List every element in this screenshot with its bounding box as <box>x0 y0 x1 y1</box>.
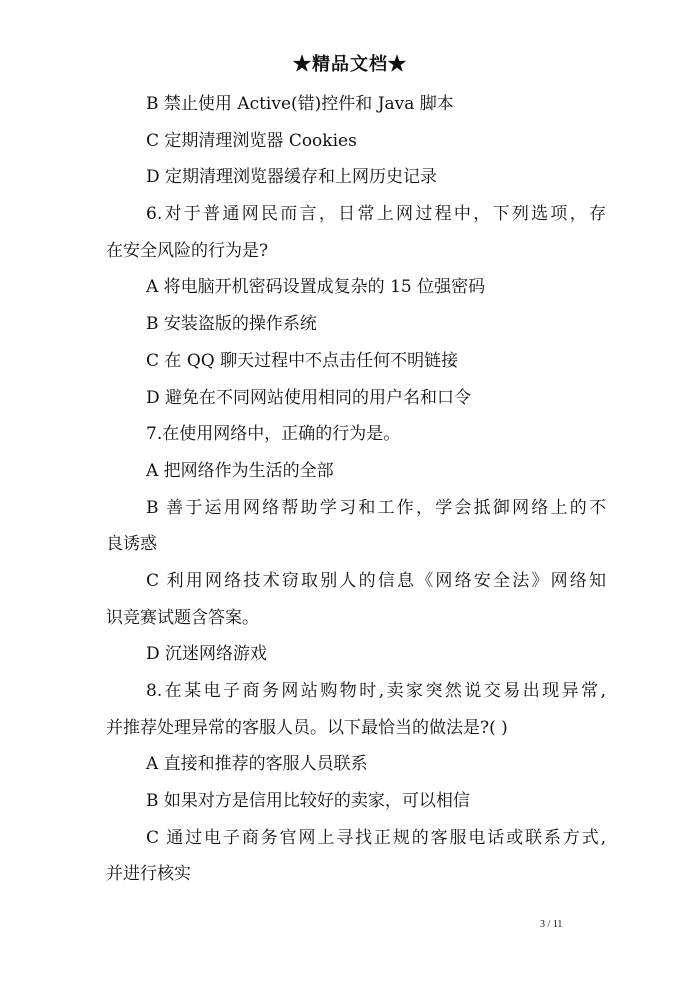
text-line: 良诱惑 <box>106 534 157 555</box>
text-line: A 将电脑开机密码设置成复杂的 15 位强密码 <box>146 277 486 298</box>
text-line: 在安全风险的行为是? <box>106 240 269 261</box>
text-line: A 直接和推荐的客服人员联系 <box>146 754 368 775</box>
text-line: C 在 QQ 聊天过程中不点击任何不明链接 <box>146 350 459 371</box>
text-line: C 利用网络技术窃取别人的信息《网络安全法》网络知 <box>146 570 606 591</box>
page-number: 3 / 11 <box>540 919 563 930</box>
document-body <box>106 86 606 893</box>
text-line: C 定期清理浏览器 Cookies <box>146 130 357 151</box>
text-line: 识竞赛试题含答案。 <box>106 607 259 628</box>
text-line: 7.在使用网络中，正确的行为是。 <box>146 424 401 445</box>
text-line: B 禁止使用 Active(错)控件和 Java 脚本 <box>146 94 454 114</box>
text-line: D 沉迷网络游戏 <box>146 644 268 665</box>
text-line: B 安装盗版的操作系统 <box>146 314 317 335</box>
text-line: D 定期清理浏览器缓存和上网历史记录 <box>146 167 438 188</box>
text-line: C 通过电子商务官网上寻找正规的客服电话或联系方式, <box>146 827 606 848</box>
text-line: B 善于运用网络帮助学习和工作，学会抵御网络上的不 <box>146 497 606 518</box>
page-header-title: ★精品文档★ <box>293 54 407 75</box>
text-line: A 把网络作为生活的全部 <box>146 460 334 481</box>
text-line: 8.在某电子商务网站购物时,卖家突然说交易出现异常, <box>146 681 606 701</box>
text-line: D 避免在不同网站使用相同的用户名和口令 <box>146 387 472 408</box>
text-line: 并推荐处理异常的客服人员。以下最恰当的做法是?( ) <box>106 717 508 738</box>
text-line: B 如果对方是信用比较好的卖家，可以相信 <box>146 791 470 812</box>
text-line: 并进行核实 <box>106 864 191 885</box>
text-line: 6.对于普通网民而言，日常上网过程中，下列选项，存 <box>146 204 606 225</box>
